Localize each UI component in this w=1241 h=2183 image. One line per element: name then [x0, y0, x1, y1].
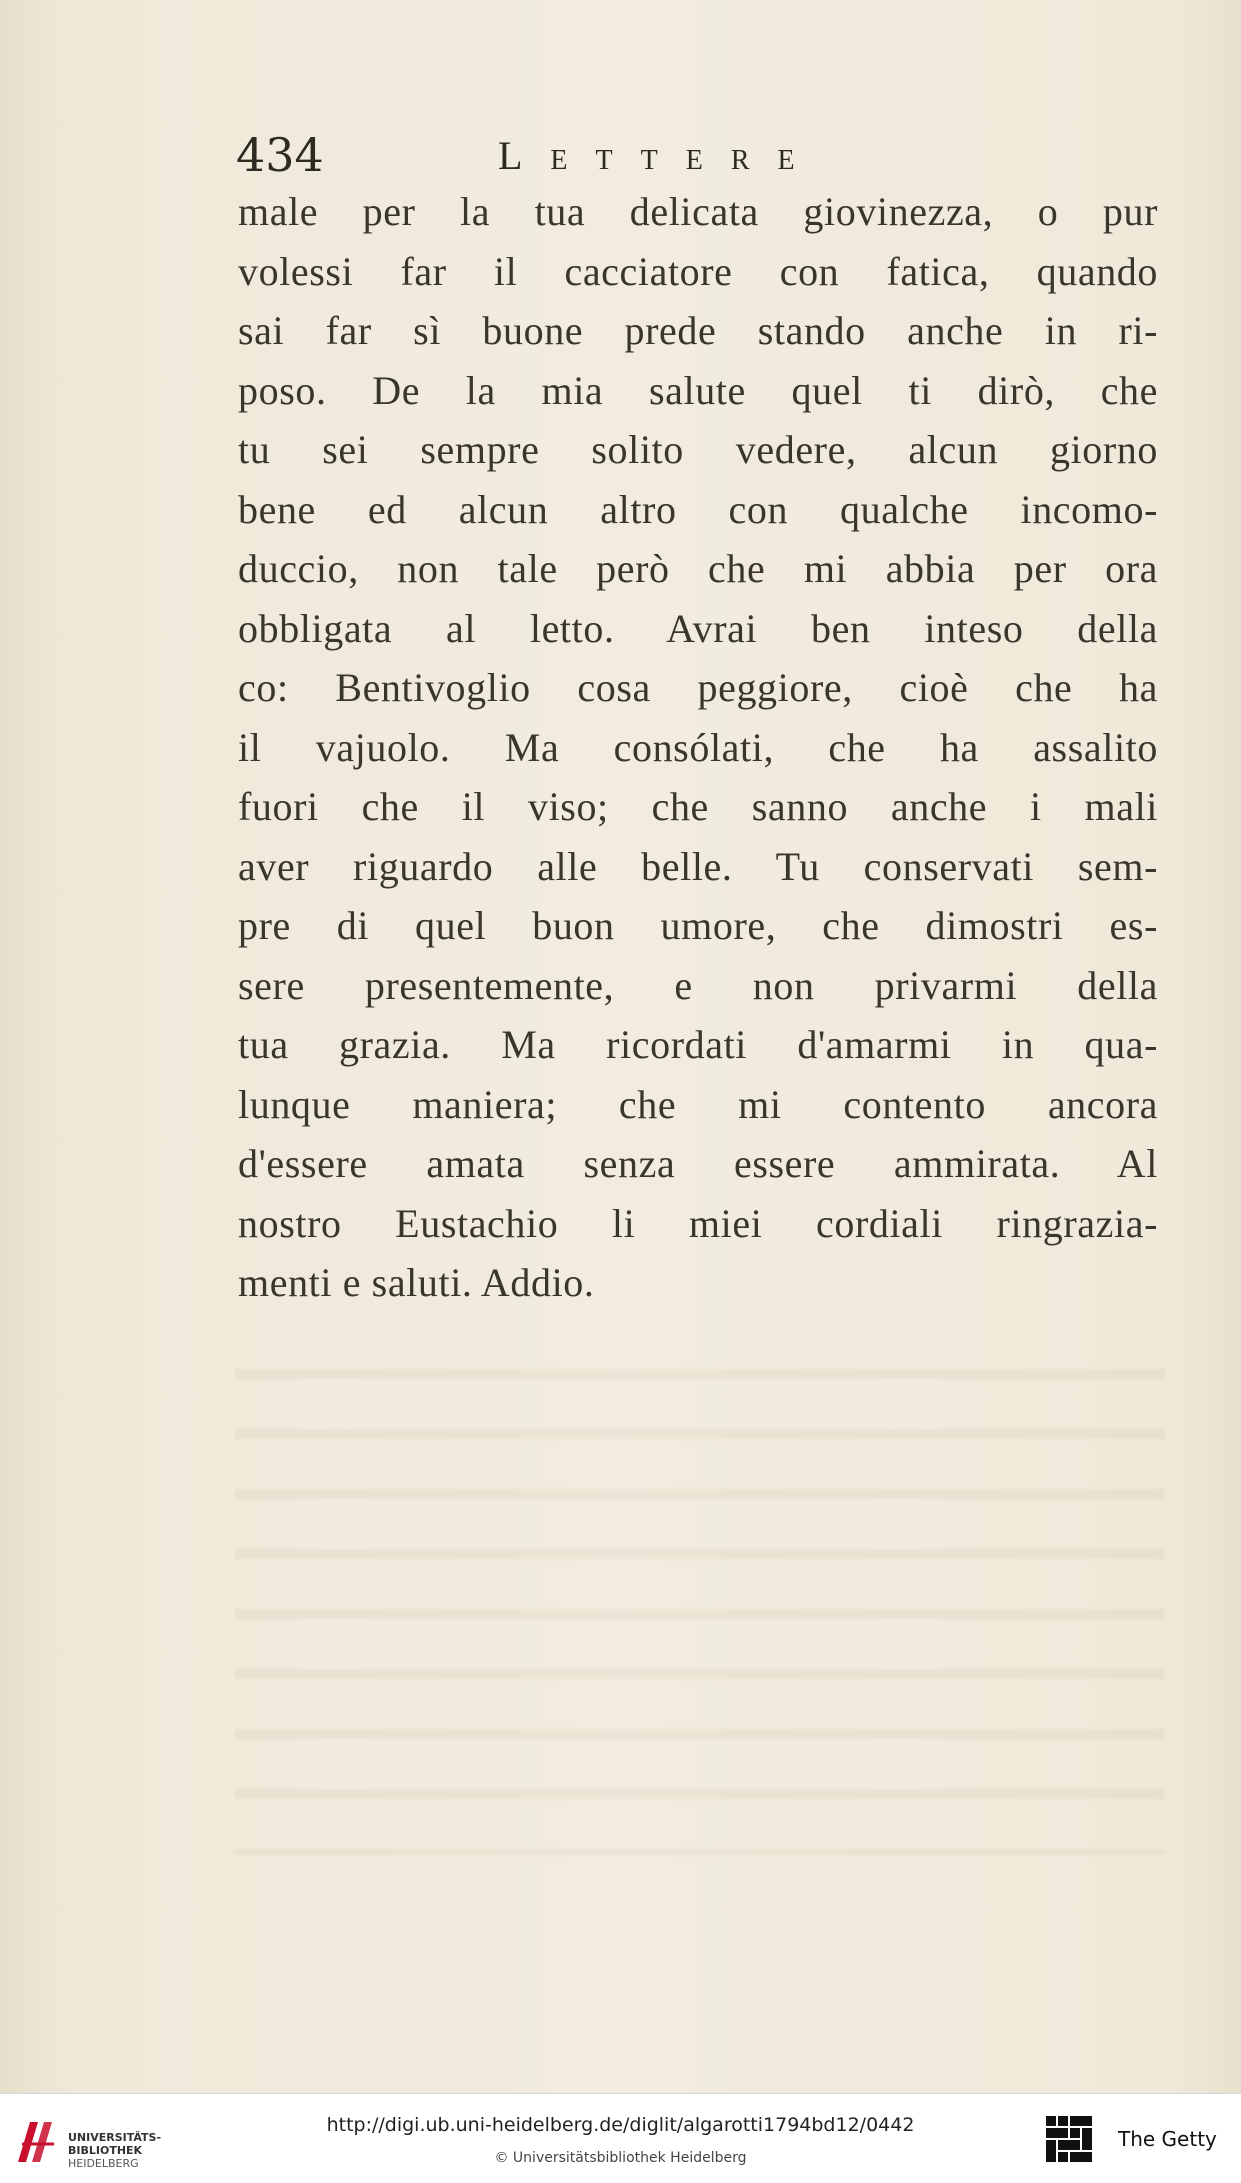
permalink-url[interactable]: http://digi.ub.uni-heidelberg.de/diglit/algarotti1794bd12/0442: [326, 2114, 915, 2136]
institution-line: HEIDELBERG: [68, 2157, 139, 2170]
copyright-notice: © Universitätsbibliothek Heidelberg: [494, 2150, 747, 2166]
text-line: lunque maniera; che mi contento ancora: [238, 1081, 1158, 1127]
running-head: [236, 128, 1156, 184]
bleed-through-shadow: [235, 1335, 1165, 1855]
text-line: co: Bentivoglio cosa peggiore, cioè che ha: [238, 665, 1158, 710]
text-line: il vajuolo. Ma consólati, che ha assalito: [238, 724, 1158, 770]
letter-body: [238, 182, 1158, 1313]
text-line: male per la tua delicata giovinezza, o pur: [238, 189, 1158, 234]
text-line: fuori che il viso; che sanno anche i mali: [238, 784, 1158, 829]
getty-logo-icon[interactable]: [1044, 2112, 1100, 2172]
text-line: obbligata al letto. Avrai ben inteso della: [238, 605, 1158, 651]
institution-line: BIBLIOTHEK: [68, 2144, 143, 2157]
text-line: menti e saluti. Addio.: [238, 1260, 595, 1305]
text-line: volessi far il cacciatore con fatica, quando: [238, 248, 1158, 294]
text-line: sere presentemente, e non privarmi della: [238, 962, 1158, 1008]
text-line: sai far sì buone prede stando anche in ri-: [238, 308, 1158, 353]
text-line: tua grazia. Ma ricordati d'amarmi in qua-: [238, 1022, 1158, 1067]
text-line: poso. De la mia salute quel ti dirò, che: [238, 367, 1158, 413]
footer-bar: [0, 2093, 1241, 2183]
text-line: tu sei sempre solito vedere, alcun giorno: [238, 427, 1158, 472]
page-number: 434: [236, 128, 324, 182]
text-line: duccio, non tale però che mi abbia per ora: [238, 546, 1158, 591]
text-line: aver riguardo alle belle. Tu conservati sem-: [238, 843, 1158, 889]
text-line: d'essere amata senza essere ammirata. Al: [238, 1141, 1158, 1186]
text-line: bene ed alcun altro con qualche incomo-: [238, 486, 1158, 532]
running-head-title: Lettere: [498, 133, 823, 178]
partner-name: The Getty: [1118, 2127, 1217, 2151]
text-line: pre di quel buon umore, che dimostri es-: [238, 903, 1158, 948]
text-line: nostro Eustachio li miei cordiali ringrazia-: [238, 1200, 1158, 1246]
institution-line: UNIVERSITÄTS-: [68, 2131, 162, 2144]
